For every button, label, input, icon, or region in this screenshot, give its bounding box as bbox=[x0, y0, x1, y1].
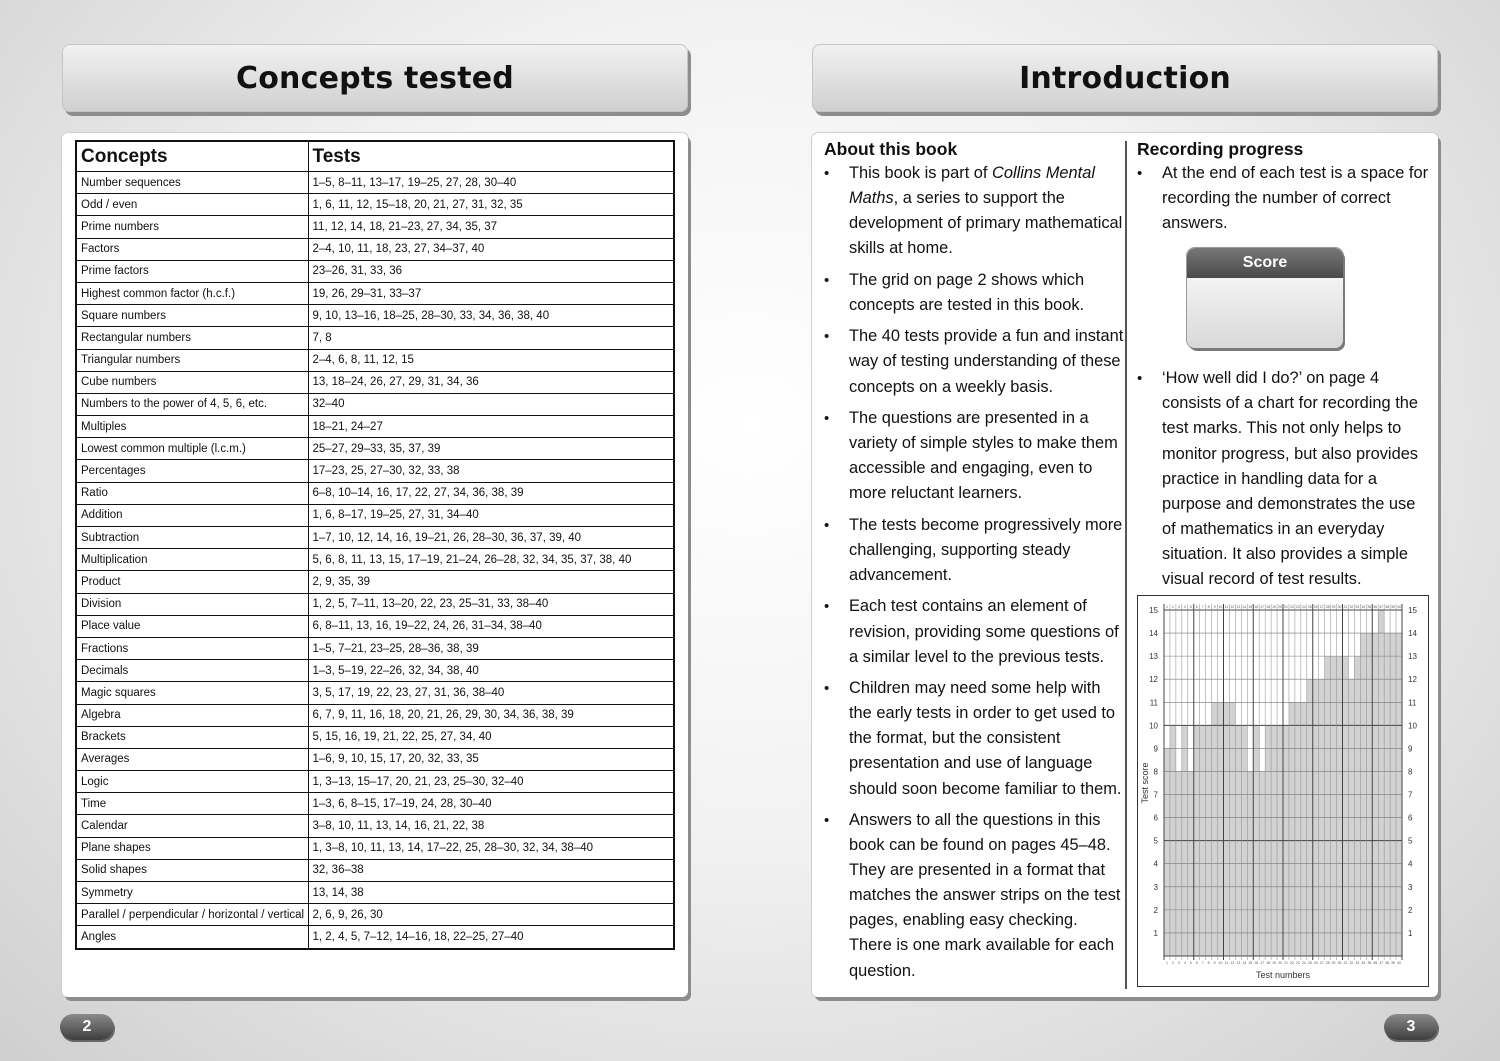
x-tick-label: 25 bbox=[1307, 605, 1312, 609]
table-row bbox=[76, 393, 674, 415]
x-tick-label: 17 bbox=[1260, 605, 1265, 609]
table-row bbox=[76, 172, 674, 194]
table-row bbox=[76, 371, 674, 393]
tests-cell: 17–23, 25, 27–30, 32, 33, 38 bbox=[308, 460, 674, 482]
tests-cell: 6, 7, 9, 11, 16, 18, 20, 21, 26, 29, 30, 34, 36, 38, 39 bbox=[308, 704, 674, 726]
y-tick-label: 14 bbox=[1408, 629, 1417, 639]
y-tick-label: 6 bbox=[1153, 813, 1158, 823]
concept-cell: Place value bbox=[76, 615, 308, 637]
x-tick-label: 23 bbox=[1295, 605, 1300, 609]
x-tick-label: 9 bbox=[1213, 605, 1216, 609]
x-tick-label: 3 bbox=[1177, 961, 1180, 965]
concept-cell: Multiplication bbox=[76, 549, 308, 571]
x-tick-label: 4 bbox=[1183, 961, 1186, 965]
tests-cell: 6–8, 10–14, 16, 17, 22, 27, 34, 36, 38, 39 bbox=[308, 482, 674, 504]
recording-heading: Recording progress bbox=[1137, 139, 1304, 159]
bullet-text: The questions are presented in a variety of simple styles to make them accessible and engaging, even to more reluctant learners. bbox=[849, 409, 1118, 503]
x-tick-label: 31 bbox=[1343, 961, 1348, 965]
x-tick-label: 15 bbox=[1248, 961, 1253, 965]
x-tick-label: 22 bbox=[1289, 961, 1294, 965]
x-tick-label: 14 bbox=[1242, 961, 1247, 965]
left-title-bar bbox=[62, 44, 688, 112]
concepts-panel bbox=[62, 133, 688, 997]
concept-cell: Division bbox=[76, 593, 308, 615]
x-tick-label: 27 bbox=[1319, 605, 1324, 609]
x-tick-label: 1 bbox=[1165, 961, 1168, 965]
concept-cell: Product bbox=[76, 571, 308, 593]
chart-bar bbox=[1164, 748, 1170, 956]
bullet-text: This book is part of bbox=[849, 164, 993, 182]
list-item bbox=[824, 406, 1124, 506]
concept-cell: Calendar bbox=[76, 815, 308, 837]
y-tick-label: 3 bbox=[1153, 882, 1158, 892]
x-tick-label: 17 bbox=[1260, 961, 1265, 965]
concept-cell: Magic squares bbox=[76, 682, 308, 704]
table-row bbox=[76, 593, 674, 615]
progress-chart-svg bbox=[1138, 596, 1428, 986]
table-row bbox=[76, 615, 674, 637]
x-tick-label: 18 bbox=[1266, 605, 1271, 609]
x-tick-label: 21 bbox=[1284, 961, 1288, 965]
table-row bbox=[76, 238, 674, 260]
table-row bbox=[76, 349, 674, 371]
recording-bullet-list-2 bbox=[1137, 366, 1429, 592]
concept-cell: Time bbox=[76, 793, 308, 815]
x-tick-label: 2 bbox=[1171, 605, 1174, 609]
x-tick-label: 34 bbox=[1361, 605, 1366, 609]
x-tick-label: 20 bbox=[1278, 605, 1282, 609]
concept-cell: Logic bbox=[76, 771, 308, 793]
recording-column bbox=[1137, 133, 1429, 599]
table-row bbox=[76, 504, 674, 526]
table-row bbox=[76, 327, 674, 349]
chart-bar bbox=[1218, 702, 1224, 956]
chart-bar bbox=[1224, 702, 1230, 956]
tests-cell: 1, 3–13, 15–17, 20, 21, 23, 25–30, 32–40 bbox=[308, 771, 674, 793]
tests-cell: 3–8, 10, 11, 13, 14, 16, 21, 22, 38 bbox=[308, 815, 674, 837]
y-tick-label: 6 bbox=[1408, 813, 1413, 823]
chart-bar bbox=[1212, 702, 1218, 956]
x-tick-label: 24 bbox=[1301, 961, 1306, 965]
table-row bbox=[76, 682, 674, 704]
about-column bbox=[824, 133, 1124, 990]
tests-cell: 5, 6, 8, 11, 13, 15, 17–19, 21–24, 26–28, 32, 34, 35, 37, 38, 40 bbox=[308, 549, 674, 571]
concept-cell: Prime numbers bbox=[76, 216, 308, 238]
y-tick-label: 4 bbox=[1153, 859, 1158, 869]
concept-cell: Ratio bbox=[76, 482, 308, 504]
y-tick-label: 2 bbox=[1153, 905, 1158, 915]
bullet-text: The grid on page 2 shows which concepts are tested in this book. bbox=[849, 270, 1085, 314]
table-row bbox=[76, 416, 674, 438]
x-tick-label: 10 bbox=[1218, 961, 1223, 965]
page-title: Introduction bbox=[1019, 60, 1231, 96]
tests-cell: 1, 6, 11, 12, 15–18, 20, 21, 27, 31, 32, 35 bbox=[308, 194, 674, 216]
x-tick-label: 28 bbox=[1325, 605, 1330, 609]
y-tick-label: 1 bbox=[1408, 928, 1413, 938]
x-tick-label: 39 bbox=[1391, 961, 1396, 965]
table-row bbox=[76, 637, 674, 659]
x-tick-label: 40 bbox=[1397, 605, 1401, 609]
x-tick-label: 1 bbox=[1165, 605, 1168, 609]
x-tick-label: 36 bbox=[1373, 605, 1378, 609]
concepts-table bbox=[75, 140, 675, 950]
chart-bar bbox=[1337, 656, 1343, 956]
introduction-panel bbox=[812, 133, 1438, 997]
concept-cell: Factors bbox=[76, 238, 308, 260]
x-tick-label: 29 bbox=[1331, 605, 1336, 609]
tests-cell: 32–40 bbox=[308, 393, 674, 415]
list-item bbox=[824, 594, 1124, 669]
progress-chart bbox=[1137, 595, 1429, 987]
table-row bbox=[76, 704, 674, 726]
x-tick-label: 19 bbox=[1272, 961, 1277, 965]
y-tick-label: 7 bbox=[1153, 790, 1158, 800]
tests-cell: 1–3, 5–19, 22–26, 32, 34, 38, 40 bbox=[308, 660, 674, 682]
y-tick-label: 9 bbox=[1408, 744, 1413, 754]
tests-cell: 5, 15, 16, 19, 21, 22, 25, 27, 34, 40 bbox=[308, 726, 674, 748]
table-row bbox=[76, 571, 674, 593]
tests-cell: 32, 36–38 bbox=[308, 859, 674, 881]
chart-bar bbox=[1229, 702, 1235, 956]
table-row bbox=[76, 771, 674, 793]
tests-cell: 1, 2, 5, 7–11, 13–20, 22, 23, 25–31, 33, 38–40 bbox=[308, 593, 674, 615]
table-row bbox=[76, 726, 674, 748]
x-tick-label: 37 bbox=[1379, 961, 1384, 965]
y-axis-label: Test score bbox=[1140, 762, 1150, 804]
x-tick-label: 16 bbox=[1254, 605, 1259, 609]
x-axis-label: Test numbers bbox=[1255, 970, 1311, 980]
tests-cell: 3, 5, 17, 19, 22, 23, 27, 31, 36, 38–40 bbox=[308, 682, 674, 704]
chart-bar bbox=[1378, 610, 1384, 956]
chart-bar bbox=[1289, 702, 1295, 956]
table-row bbox=[76, 837, 674, 859]
page-title: Concepts tested bbox=[236, 60, 514, 96]
bullet-text: , a series to support the development of primary mathematical skills at home. bbox=[849, 189, 1123, 258]
y-tick-label: 9 bbox=[1153, 744, 1158, 754]
x-tick-label: 6 bbox=[1195, 961, 1198, 965]
x-tick-label: 11 bbox=[1224, 605, 1229, 609]
x-tick-label: 4 bbox=[1183, 605, 1186, 609]
column-header-concepts: Concepts bbox=[76, 141, 308, 172]
table-row bbox=[76, 482, 674, 504]
tests-cell: 1, 3–8, 10, 11, 13, 14, 17–22, 25, 28–30, 32, 34, 38–40 bbox=[308, 837, 674, 859]
y-tick-label: 10 bbox=[1149, 721, 1158, 731]
x-tick-label: 5 bbox=[1189, 961, 1192, 965]
tests-cell: 19, 26, 29–31, 33–37 bbox=[308, 282, 674, 304]
table-row bbox=[76, 527, 674, 549]
column-header-tests: Tests bbox=[308, 141, 674, 172]
concept-cell: Percentages bbox=[76, 460, 308, 482]
concept-cell: Triangular numbers bbox=[76, 349, 308, 371]
chart-bar bbox=[1325, 656, 1331, 956]
tests-cell: 1–5, 7–21, 23–25, 28–36, 38, 39 bbox=[308, 637, 674, 659]
tests-cell: 25–27, 29–33, 35, 37, 39 bbox=[308, 438, 674, 460]
x-tick-label: 14 bbox=[1242, 605, 1247, 609]
tests-cell: 1–7, 10, 12, 14, 16, 19–21, 26, 28–30, 36, 37, 39, 40 bbox=[308, 527, 674, 549]
list-item bbox=[824, 161, 1124, 261]
x-tick-label: 27 bbox=[1319, 961, 1324, 965]
concept-cell: Decimals bbox=[76, 660, 308, 682]
concept-cell: Lowest common multiple (l.c.m.) bbox=[76, 438, 308, 460]
table-row bbox=[76, 882, 674, 904]
tests-cell: 23–26, 31, 33, 36 bbox=[308, 260, 674, 282]
bullet-text: Children may need some help with the early tests in order to get used to the format, but the consistent presentation and use of language should soon become familiar to them. bbox=[849, 679, 1122, 798]
concept-cell: Multiples bbox=[76, 416, 308, 438]
tests-cell: 1, 6, 8–17, 19–25, 27, 31, 34–40 bbox=[308, 504, 674, 526]
concept-cell: Subtraction bbox=[76, 527, 308, 549]
concept-cell: Addition bbox=[76, 504, 308, 526]
tests-cell: 2–4, 6, 8, 11, 12, 15 bbox=[308, 349, 674, 371]
x-tick-label: 31 bbox=[1343, 605, 1348, 609]
y-tick-label: 5 bbox=[1153, 836, 1158, 846]
x-tick-label: 3 bbox=[1177, 605, 1180, 609]
x-tick-label: 38 bbox=[1385, 961, 1390, 965]
list-item bbox=[824, 268, 1124, 318]
concept-cell: Square numbers bbox=[76, 305, 308, 327]
x-tick-label: 33 bbox=[1355, 961, 1360, 965]
list-item bbox=[824, 324, 1124, 399]
bullet-text: The 40 tests provide a fun and instant way of testing understanding of these concepts on a weekly basis. bbox=[849, 327, 1124, 396]
bullet-text: The tests become progressively more challenging, supporting steady advancement. bbox=[849, 515, 1123, 584]
tests-cell: 1–6, 9, 10, 15, 17, 20, 32, 33, 35 bbox=[308, 748, 674, 770]
concepts-table-body bbox=[76, 172, 674, 949]
y-tick-label: 1 bbox=[1153, 928, 1158, 938]
x-tick-label: 5 bbox=[1189, 605, 1192, 609]
list-item: • ‘How well did I do?’ on page 4 consists of a chart for recording the test marks. This not only helps to monitor progress, but also provides practice in handling data for a purpose and demonstrates the use of mathematics in an everyday situation. It also provides a simple visual record of test results. bbox=[1137, 366, 1429, 592]
tests-cell: 7, 8 bbox=[308, 327, 674, 349]
x-tick-label: 26 bbox=[1313, 961, 1318, 965]
x-tick-label: 23 bbox=[1295, 961, 1300, 965]
chart-bar bbox=[1295, 702, 1301, 956]
x-tick-label: 38 bbox=[1385, 605, 1390, 609]
x-tick-label: 33 bbox=[1355, 605, 1360, 609]
tests-cell: 2, 9, 35, 39 bbox=[308, 571, 674, 593]
tests-cell: 9, 10, 13–16, 18–25, 28–30, 33, 34, 36, 38, 40 bbox=[308, 305, 674, 327]
table-row bbox=[76, 815, 674, 837]
y-tick-label: 10 bbox=[1408, 721, 1417, 731]
score-label: Score bbox=[1187, 248, 1343, 278]
x-tick-label: 16 bbox=[1254, 961, 1259, 965]
y-tick-label: 15 bbox=[1149, 606, 1158, 615]
y-tick-label: 13 bbox=[1408, 652, 1417, 662]
y-tick-label: 5 bbox=[1408, 836, 1413, 846]
tests-cell: 1–5, 8–11, 13–17, 19–25, 27, 28, 30–40 bbox=[308, 172, 674, 194]
x-tick-label: 39 bbox=[1391, 605, 1396, 609]
concept-cell: Parallel / perpendicular / horizontal / vertical bbox=[76, 904, 308, 926]
page-number: 2 bbox=[60, 1014, 114, 1040]
table-row bbox=[76, 660, 674, 682]
concept-cell: Highest common factor (h.c.f.) bbox=[76, 282, 308, 304]
x-tick-label: 2 bbox=[1171, 961, 1174, 965]
concept-cell: Angles bbox=[76, 926, 308, 949]
x-tick-label: 18 bbox=[1266, 961, 1271, 965]
bullet-text: Each test contains an element of revision, providing some questions of a similar level to the previous tests. bbox=[849, 597, 1119, 666]
page-number: 3 bbox=[1384, 1014, 1438, 1040]
tests-cell: 11, 12, 14, 18, 21–23, 27, 34, 35, 37 bbox=[308, 216, 674, 238]
tests-cell: 1–3, 6, 8–15, 17–19, 24, 28, 30–40 bbox=[308, 793, 674, 815]
table-row bbox=[76, 216, 674, 238]
x-tick-label: 40 bbox=[1397, 961, 1401, 965]
x-tick-label: 8 bbox=[1207, 961, 1210, 965]
x-tick-label: 36 bbox=[1373, 961, 1378, 965]
table-row bbox=[76, 194, 674, 216]
table-row bbox=[76, 260, 674, 282]
about-heading: About this book bbox=[824, 139, 958, 159]
y-tick-label: 15 bbox=[1408, 606, 1417, 615]
x-tick-label: 6 bbox=[1195, 605, 1198, 609]
x-tick-label: 26 bbox=[1313, 605, 1318, 609]
x-tick-label: 19 bbox=[1272, 605, 1277, 609]
concept-cell: Prime factors bbox=[76, 260, 308, 282]
x-tick-label: 35 bbox=[1367, 961, 1372, 965]
concept-cell: Symmetry bbox=[76, 882, 308, 904]
table-row bbox=[76, 859, 674, 881]
x-tick-label: 35 bbox=[1367, 605, 1372, 609]
concept-cell: Cube numbers bbox=[76, 371, 308, 393]
x-tick-label: 30 bbox=[1337, 605, 1342, 609]
recording-bullet-list bbox=[1137, 161, 1429, 236]
y-tick-label: 12 bbox=[1149, 675, 1158, 685]
table-row bbox=[76, 549, 674, 571]
tests-cell: 1, 2, 4, 5, 7–12, 14–16, 18, 22–25, 27–40 bbox=[308, 926, 674, 949]
concept-cell: Number sequences bbox=[76, 172, 308, 194]
x-tick-label: 15 bbox=[1248, 605, 1253, 609]
concept-cell: Rectangular numbers bbox=[76, 327, 308, 349]
y-tick-label: 11 bbox=[1149, 698, 1158, 708]
table-row bbox=[76, 305, 674, 327]
score-box bbox=[1187, 248, 1343, 348]
x-tick-label: 32 bbox=[1349, 961, 1354, 965]
x-tick-label: 24 bbox=[1301, 605, 1306, 609]
list-item: • At the end of each test is a space for recording the number of correct answers. bbox=[1137, 161, 1429, 236]
concept-cell: Brackets bbox=[76, 726, 308, 748]
x-tick-label: 20 bbox=[1278, 961, 1282, 965]
right-title-bar bbox=[812, 44, 1438, 112]
chart-bar bbox=[1301, 702, 1307, 956]
y-tick-label: 7 bbox=[1408, 790, 1413, 800]
table-row bbox=[76, 438, 674, 460]
y-tick-label: 8 bbox=[1153, 767, 1158, 777]
table-row bbox=[76, 748, 674, 770]
x-tick-label: 7 bbox=[1201, 605, 1204, 609]
table-row bbox=[76, 904, 674, 926]
concept-cell: Plane shapes bbox=[76, 837, 308, 859]
concept-cell: Fractions bbox=[76, 637, 308, 659]
x-tick-label: 12 bbox=[1230, 961, 1235, 965]
table-header-row bbox=[76, 141, 674, 172]
table-row bbox=[76, 793, 674, 815]
about-bullet-list bbox=[824, 161, 1124, 984]
tests-cell: 2, 6, 9, 26, 30 bbox=[308, 904, 674, 926]
x-tick-label: 37 bbox=[1379, 605, 1384, 609]
list-item bbox=[824, 513, 1124, 588]
concept-cell: Averages bbox=[76, 748, 308, 770]
table-row bbox=[76, 926, 674, 949]
x-tick-label: 32 bbox=[1349, 605, 1354, 609]
x-tick-label: 13 bbox=[1236, 961, 1241, 965]
bullet-text: Answers to all the questions in this book can be found on pages 45–48. They are presented in a format that matches the answer strips on the test pages, enabling easy checking. There is one mark available for each question. bbox=[849, 810, 1121, 980]
column-divider bbox=[1125, 141, 1127, 989]
x-tick-label: 29 bbox=[1331, 961, 1336, 965]
x-tick-label: 22 bbox=[1289, 605, 1294, 609]
x-tick-label: 30 bbox=[1337, 961, 1342, 965]
y-tick-label: 11 bbox=[1408, 698, 1417, 708]
y-tick-label: 2 bbox=[1408, 905, 1413, 915]
y-tick-label: 12 bbox=[1408, 675, 1417, 685]
x-tick-label: 8 bbox=[1207, 605, 1210, 609]
tests-cell: 6, 8–11, 13, 16, 19–22, 24, 26, 31–34, 38–40 bbox=[308, 615, 674, 637]
tests-cell: 13, 18–24, 26, 27, 29, 31, 34, 36 bbox=[308, 371, 674, 393]
chart-bar bbox=[1354, 656, 1360, 956]
x-tick-label: 34 bbox=[1361, 961, 1366, 965]
concept-cell: Numbers to the power of 4, 5, 6, etc. bbox=[76, 393, 308, 415]
y-tick-label: 13 bbox=[1149, 652, 1158, 662]
x-tick-label: 28 bbox=[1325, 961, 1330, 965]
chart-bar bbox=[1343, 656, 1349, 956]
x-tick-label: 7 bbox=[1201, 961, 1204, 965]
y-tick-label: 8 bbox=[1408, 767, 1413, 777]
x-tick-label: 11 bbox=[1224, 961, 1229, 965]
table-row bbox=[76, 282, 674, 304]
list-item bbox=[824, 676, 1124, 801]
y-tick-label: 4 bbox=[1408, 859, 1413, 869]
y-tick-label: 14 bbox=[1149, 629, 1158, 639]
chart-bar bbox=[1331, 656, 1337, 956]
x-tick-label: 12 bbox=[1230, 605, 1235, 609]
x-tick-label: 9 bbox=[1213, 961, 1216, 965]
concept-cell: Algebra bbox=[76, 704, 308, 726]
table-row bbox=[76, 460, 674, 482]
tests-cell: 18–21, 24–27 bbox=[308, 416, 674, 438]
right-page bbox=[750, 0, 1500, 1061]
concept-cell: Odd / even bbox=[76, 194, 308, 216]
x-tick-label: 25 bbox=[1307, 961, 1312, 965]
list-item bbox=[824, 808, 1124, 984]
tests-cell: 13, 14, 38 bbox=[308, 882, 674, 904]
x-tick-label: 21 bbox=[1284, 605, 1288, 609]
bullet-emphasis: Collins Mental Maths bbox=[849, 164, 1095, 208]
tests-cell: 2–4, 10, 11, 18, 23, 27, 34–37, 40 bbox=[308, 238, 674, 260]
concept-cell: Solid shapes bbox=[76, 859, 308, 881]
y-tick-label: 3 bbox=[1408, 882, 1413, 892]
x-tick-label: 13 bbox=[1236, 605, 1241, 609]
x-tick-label: 10 bbox=[1218, 605, 1223, 609]
